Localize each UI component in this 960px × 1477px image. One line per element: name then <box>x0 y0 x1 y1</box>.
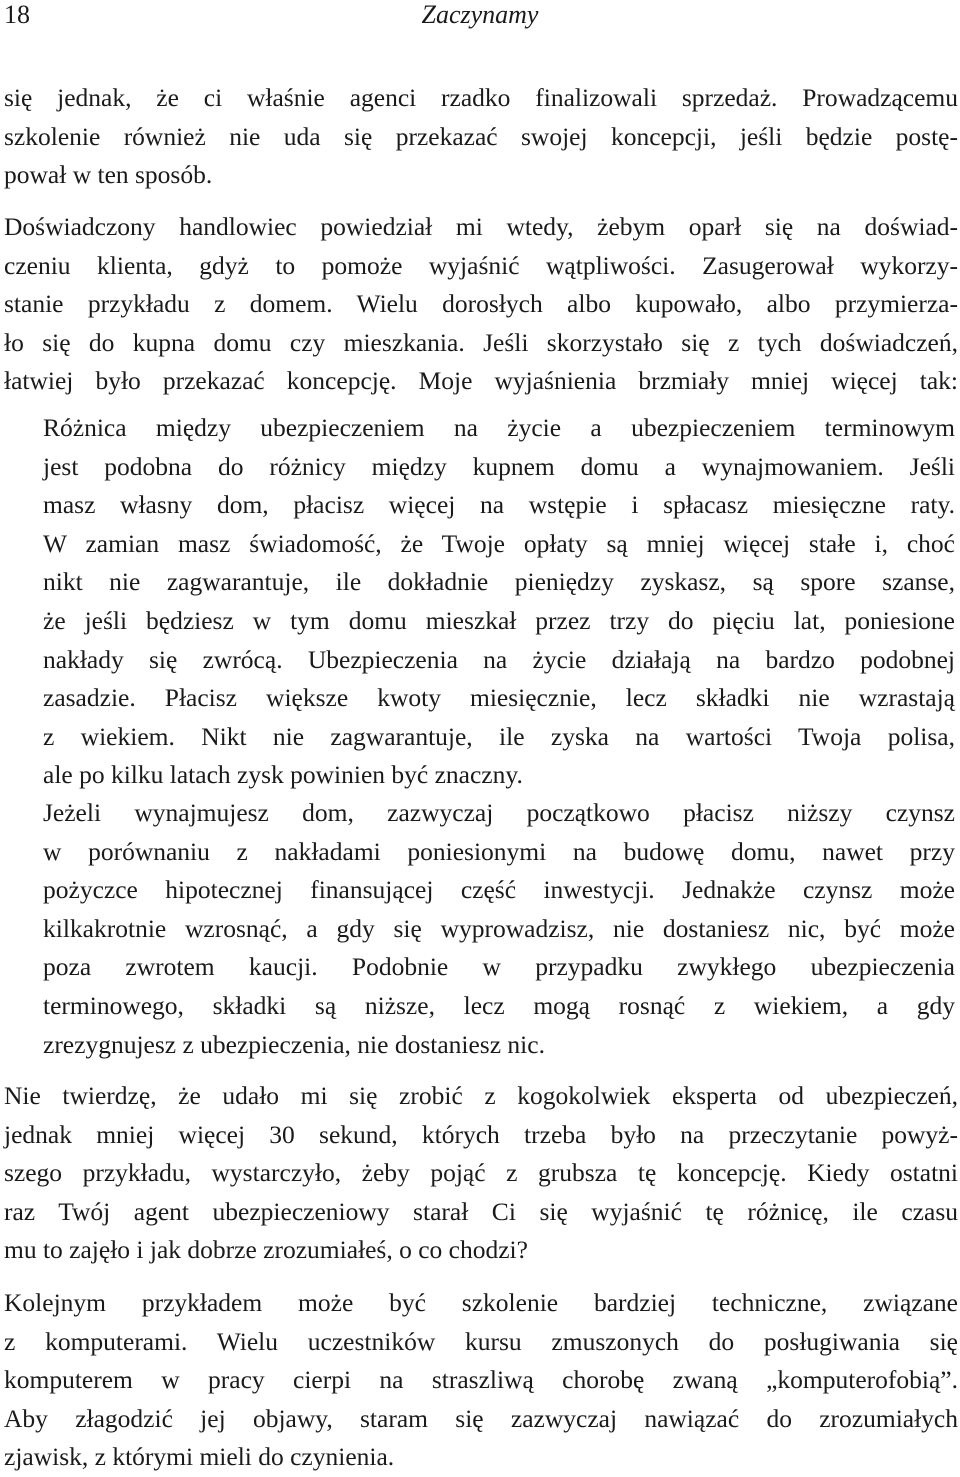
text-line: stanie przykładu z domem. Wielu dorosłych albo kupowało, albo przymierza- <box>4 289 958 319</box>
page-number: 18 <box>4 0 30 29</box>
text-line: Jeżeli wynajmujesz dom, zazwyczaj początkowo płacisz niższy czynsz <box>43 798 955 827</box>
text-line: w porównaniu z nakładami poniesionymi na budowę domu, nawet przy <box>43 836 955 866</box>
text-line: pował w ten sposób. <box>4 160 213 190</box>
paragraph-4 <box>4 1284 958 1477</box>
text-line: Nie twierdzę, że udało mi się zrobić z kogokolwiek eksperta od ubezpieczeń, <box>4 1081 958 1110</box>
text-line: się jednak, że ci właśnie agenci rzadko finalizowali sprzedaż. Prowadzącemu <box>4 83 958 112</box>
text-line: szego przykładu, wystarczyło, żeby pojąć z grubsza tę koncepcję. Kiedy ostatni <box>4 1158 958 1188</box>
text-line: kilkakrotnie wzrosnąć, a gdy się wyprowadzisz, nie dostaniesz nic, być może <box>43 913 955 943</box>
paragraph-1 <box>4 79 958 195</box>
text-line: komputerem w pracy cierpi na straszliwą chorobę zwaną „komputerofobią”. <box>4 1365 958 1395</box>
text-line: z komputerami. Wielu uczestników kursu zmuszonych do posługiwania się <box>4 1326 958 1356</box>
text-line: Kolejnym przykładem może być szkolenie bardziej techniczne, związane <box>4 1288 958 1317</box>
text-line: Różnica między ubezpieczeniem na życie a ubezpieczeniem terminowym <box>43 413 955 442</box>
text-line: mu to zajęło i jak dobrze zrozumiałeś, o co chodzi? <box>4 1235 528 1265</box>
text-line: zjawisk, z którymi mieli do czynienia. <box>4 1442 395 1472</box>
text-line: że jeśli będziesz w tym domu mieszkał przez trzy do pięciu lat, poniesione <box>43 605 955 635</box>
text-line: zasadzie. Płacisz większe kwoty miesięcznie, lecz składki nie wzrastają <box>43 683 955 713</box>
text-line: szkolenie również nie uda się przekazać swojej koncepcji, jeśli będzie postę- <box>4 121 958 151</box>
paragraph-2 <box>4 208 958 401</box>
text-line: ale po kilku latach zysk powinien być znaczny. <box>43 760 523 790</box>
running-title: Zaczynamy <box>421 0 539 29</box>
text-line: poza zwrotem kaucji. Podobnie w przypadku zwykłego ubezpieczenia <box>43 952 955 982</box>
text-line: nikt nie zagwarantuje, ile dokładnie pieniędzy zyskasz, są spore szanse, <box>43 567 955 597</box>
text-line: zrezygnujesz z ubezpieczenia, nie dostaniesz nic. <box>43 1029 545 1059</box>
page-header <box>0 0 960 34</box>
text-line: W zamian masz świadomość, że Twoje opłaty są mniej więcej stałe i, choć <box>43 528 955 558</box>
text-line: nakłady się zwrócą. Ubezpieczenia na życie działają na bardzo podobnej <box>43 644 955 674</box>
text-line: pożyczce hipotecznej finansującej część inwestycji. Jednakże czynsz może <box>43 875 955 905</box>
quoted-paragraph-1 <box>43 409 955 795</box>
text-line: jednak mniej więcej 30 sekund, których trzeba było na przeczytanie powyż- <box>4 1119 958 1149</box>
text-line: ło się do kupna domu czy mieszkania. Jeśli skorzystało się z tych doświadczeń, <box>4 327 958 357</box>
text-line: raz Twój agent ubezpieczeniowy starał Ci się wyjaśnić tę różnicę, ile czasu <box>4 1196 958 1226</box>
text-line: terminowego, składki są niższe, lecz mogą rosnąć z wiekiem, a gdy <box>43 990 955 1020</box>
text-line: z wiekiem. Nikt nie zagwarantuje, ile zyska na wartości Twoja polisa, <box>43 721 955 751</box>
quoted-paragraph-2 <box>43 794 955 1064</box>
text-line: Aby złagodzić jej objawy, staram się zazwyczaj nawiązać do zrozumiałych <box>4 1403 958 1433</box>
paragraph-3 <box>4 1077 958 1270</box>
text-line: masz własny dom, płacisz więcej na wstępie i spłacasz miesięczne raty. <box>43 490 955 520</box>
text-line: jest podobna do różnicy między kupnem domu a wynajmowaniem. Jeśli <box>43 451 955 481</box>
text-line: czeniu klienta, gdyż to pomoże wyjaśnić wątpliwości. Zasugerował wykorzy- <box>4 250 958 280</box>
text-line: łatwiej było przekazać koncepcję. Moje wyjaśnienia brzmiały mniej więcej tak: <box>4 366 958 396</box>
text-line: Doświadczony handlowiec powiedział mi wtedy, żebym oparł się na doświad- <box>4 212 958 241</box>
